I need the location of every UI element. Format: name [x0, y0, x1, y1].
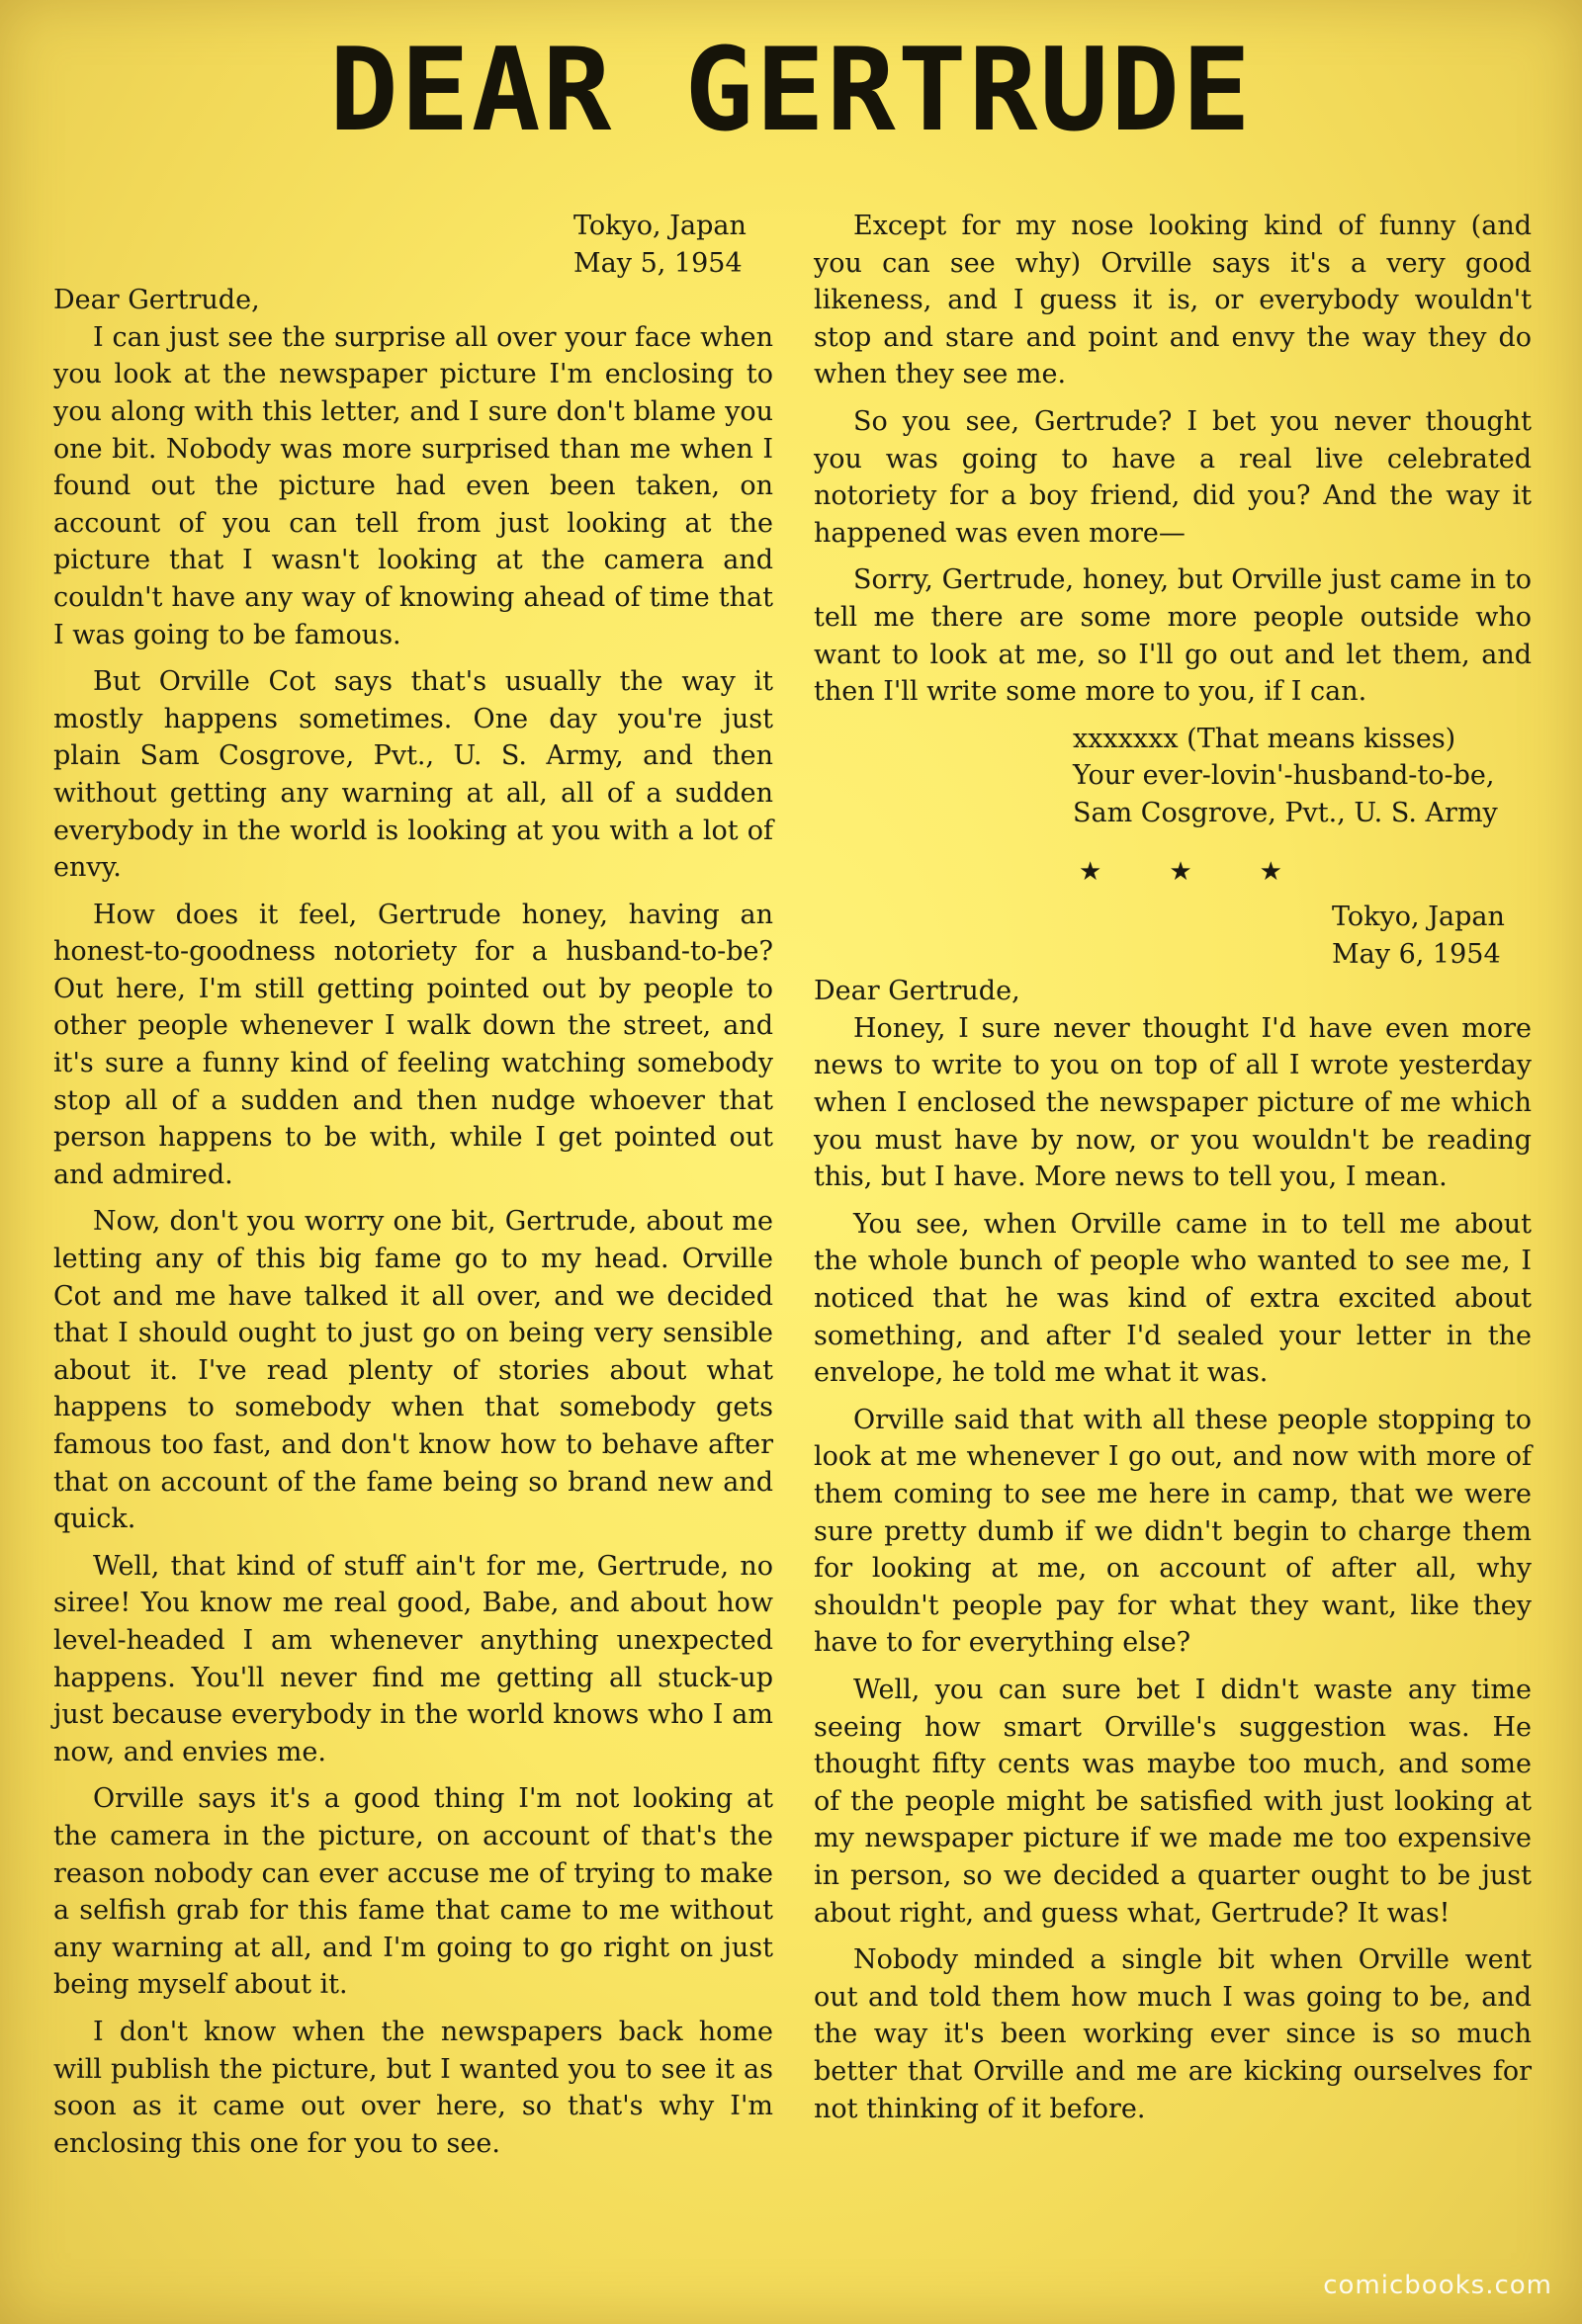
left-column	[53, 208, 773, 2172]
letter2-paragraph-2: You see, when Orville came in to tell me about the whole bunch of people who wanted to see me, I noticed that he was kind of extra excited about something, and after I'd sealed your letter in the envelope, he told me what it was.	[814, 1208, 1532, 1389]
star-separator	[814, 854, 1532, 892]
letter1-paragraph-6: Orville says it's a good thing I'm not looking at the camera in the picture, on account of that's the reason nobody can ever accuse me of trying to make a selfish grab for this fame that came to me without any warning at all, and I'm going to go right on just being myself about it.	[53, 1783, 773, 2001]
letter2-paragraph-5: Nobody minded a single bit when Orville went out and told them how much I was going to be, and the way it's been working ever since is so much better that Orville and me are kicking ourselves for not thinking of it before.	[814, 1944, 1532, 2124]
star-icon: ★	[1259, 856, 1314, 887]
watermark-text: comicbooks.com	[1323, 2271, 1552, 2300]
letter1-paragraph-4: Now, don't you worry one bit, Gertrude, about me letting any of this big fame go to my head. Orville Cot and me have talked it all over, and we decided that I should ought to just go on being very sensible about it. I've read plenty of stories about what happens to somebody when that somebody gets famous too fast, and don't know how to behave after that on account of the fame being so brand new and quick.	[53, 1206, 773, 1535]
letter2-salutation: Dear Gertrude,	[814, 976, 1020, 1007]
letter2-paragraph-3: Orville said that with all these people stopping to look at me whenever I go out, and now with more of them coming to see me here in camp, that we were sure pretty dumb if we didn't begin to charge them for looking at me, on account of after all, why shouldn't people pay for what they want, like they have to for everything else?	[814, 1404, 1532, 1659]
letter2-paragraph-1: Honey, I sure never thought I'd have even more news to write to you on top of all I wrote yesterday when I enclosed the newspaper picture of me which you must have by now, or you wouldn't be reading this, but I have. More news to tell you, I mean.	[814, 1012, 1532, 1193]
letter1-location: Tokyo, Japan	[573, 211, 747, 241]
signature-closing: Your ever-lovin'-husband-to-be,	[1073, 760, 1495, 792]
letter1-paragraph-9: So you see, Gertrude? I bet you never thought you was going to have a real live celebrated notoriety for a boy friend, did you? And the way it happened was even more—	[814, 405, 1532, 549]
letter1-paragraph-3: How does it feel, Gertrude honey, having an honest-to-goodness notoriety for a husband-to-be? Out here, I'm still getting pointed out by people to other people whenever I walk down the street, and it's sure a funny kind of feeling watching somebody stop all of a sudden and then nudge whoever that person happens to be with, while I get pointed out and admired.	[53, 899, 773, 1190]
letter2-paragraph-4: Well, you can sure bet I didn't waste any time seeing how smart Orville's suggestion was. He thought fifty cents was maybe too much, and some of the people might be satisfied with just looking at my newspaper picture if we made me too expensive in person, so we decided a quarter ought to be just about right, and guess what, Gertrude? It was!	[814, 1674, 1532, 1929]
star-icon: ★	[1079, 856, 1134, 887]
letter1-salutation: Dear Gertrude,	[53, 285, 260, 316]
letter2-dateline	[1332, 899, 1530, 973]
letter1-paragraph-7: I don't know when the newspapers back home will publish the picture, but I wanted you to see it as soon as it came out over here, so that's why I'm enclosing this one for you to see.	[53, 2016, 773, 2159]
star-icon: ★	[1169, 856, 1224, 887]
letter1-paragraph-10: Sorry, Gertrude, honey, but Orville just came in to tell me there are some more people outside who want to look at me, so I'll go out and let them, and then I'll write some more to you, if I can.	[814, 564, 1532, 708]
letter1-paragraph-5: Well, that kind of stuff ain't for me, Gertrude, no siree! You know me real good, Babe, and about how level-headed I am whenever anything unexpected happens. You'll never find me getting all stuck-up just because everybody in the world knows who I am now, and envies me.	[53, 1550, 773, 1767]
letter1-paragraph-8: Except for my nose looking kind of funny (and you can see why) Orville says it's a very good likeness, and I guess it is, or everybody wouldn't stop and stare and point and envy the way they do when they see me.	[814, 211, 1532, 390]
letter2-location: Tokyo, Japan	[1332, 902, 1505, 933]
letter1-signature	[1073, 721, 1532, 832]
letter1-dateline	[573, 208, 771, 282]
letter2-date: May 6, 1954	[1332, 938, 1501, 970]
right-column	[814, 208, 1532, 2137]
letter1-date: May 5, 1954	[573, 247, 743, 279]
page-title: DEAR GERTRUDE	[329, 24, 1253, 157]
signature-name: Sam Cosgrove, Pvt., U. S. Army	[1073, 797, 1498, 828]
letter1-paragraph-1: I can just see the surprise all over your face when you look at the newspaper picture I'm enclosing to you along with this letter, and I sure don't blame you one bit. Nobody was more surprised than me when I found out the picture had even been taken, on account of you can tell from just looking at the picture that I wasn't looking at the camera and couldn't have any way of knowing ahead of time that I was going to be famous.	[53, 321, 773, 650]
signature-kisses: xxxxxxx (That means kisses)	[1073, 723, 1456, 754]
letter1-paragraph-2: But Orville Cot says that's usually the way it mostly happens sometimes. One day you're just plain Sam Cosgrove, Pvt., U. S. Army, and then without getting any warning at all, all of a sudden everybody in the world is looking at you with a lot of envy.	[53, 666, 773, 884]
